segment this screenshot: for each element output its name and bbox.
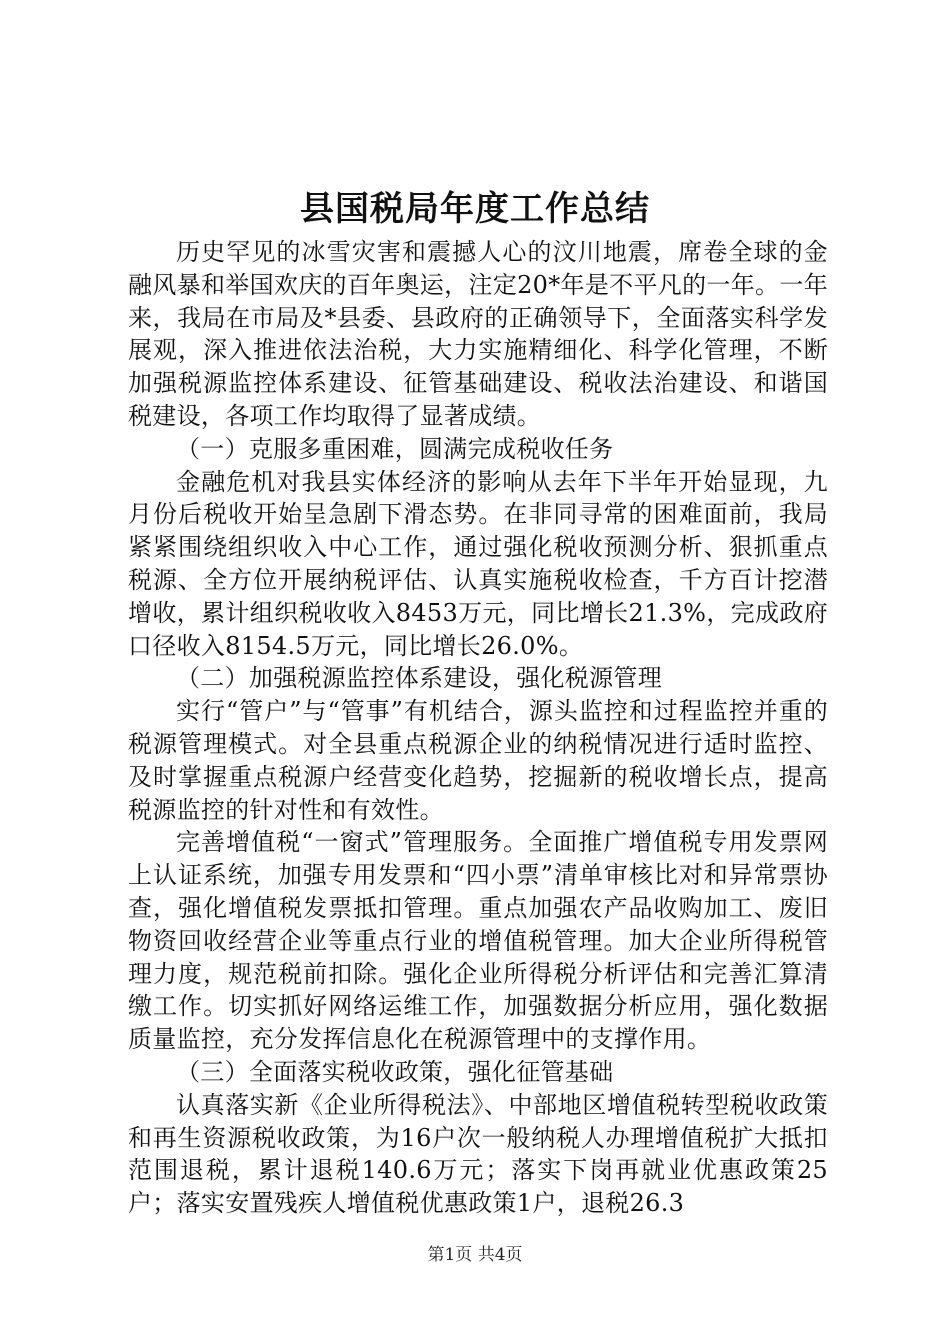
page-number-footer: 第1页 共4页 bbox=[427, 1245, 523, 1265]
section-heading-3: （三）全面落实税收政策，强化征管基础 bbox=[176, 1057, 614, 1086]
section-heading-2: （二）加强税源监控体系建设，强化税源管理 bbox=[176, 664, 662, 693]
section-heading-1: （一）克服多重困难，圆满完成税收任务 bbox=[176, 434, 614, 463]
paragraph-intro: 历史罕见的冰雪灾害和震撼人心的汶川地震，席卷全球的金融风暴和举国欢庆的百年奥运，注定20*年是不平凡的一年。一年来，我局在市局及*县委、县政府的正确领导下，全面落实科学发展观，深入推进依法治税，大力实施精细化、科学化管理，不断加强税源监控体系建设、征管基础建设、税收法治建设、和谐国税建设，各项工作均取得了显著成绩。 bbox=[128, 238, 828, 430]
paragraph-tax-task: 金融危机对我县实体经济的影响从去年下半年开始显现，九月份后税收开始呈急剧下滑态势。在非同寻常的困难面前，我局紧紧围绕组织收入中心工作，通过强化税收预测分析、狠抓重点税源、全方位开展纳税评估、认真实施税收检查，千方百计挖潜增收，累计组织税收收入8453万元，同比增长21.3%，完成政府口径收入8154.5万元，同比增长26.0%。 bbox=[128, 467, 828, 660]
paragraph-tax-policy: 认真落实新《企业所得税法》、中部地区增值税转型税收政策和再生资源税收政策，为16户次一般纳税人办理增值税扩大抵扣范围退税，累计退税140.6万元；落实下岗再就业优惠政策25户；落实安置残疾人增值税优惠政策1户，退税26.3 bbox=[128, 1090, 828, 1218]
document-title: 县国税局年度工作总结 bbox=[300, 189, 650, 229]
document-body bbox=[128, 236, 828, 1220]
paragraph-source-monitoring: 实行“管户”与“管事”有机结合，源头监控和过程监控并重的税源管理模式。对全县重点税源企业的纳税情况进行适时监控、及时掌握重点税源户经营变化趋势，挖掘新的税收增长点，提高税源监控的针对性和有效性。 bbox=[128, 697, 828, 824]
paragraph-vat-management: 完善增值税“一窗式”管理服务。全面推广增值税专用发票网上认证系统，加强专用发票和“四小票”清单审核比对和异常票协查，强化增值税发票抵扣管理。重点加强农产品收购加工、废旧物资回收经营企业等重点行业的增值税管理。加大企业所得税管理力度，规范税前扣除。强化企业所得税分析评估和完善汇算清缴工作。切实抓好网络运维工作，加强数据分析应用，强化数据质量监控，充分发挥信息化在税源管理中的支撑作用。 bbox=[128, 828, 828, 1054]
